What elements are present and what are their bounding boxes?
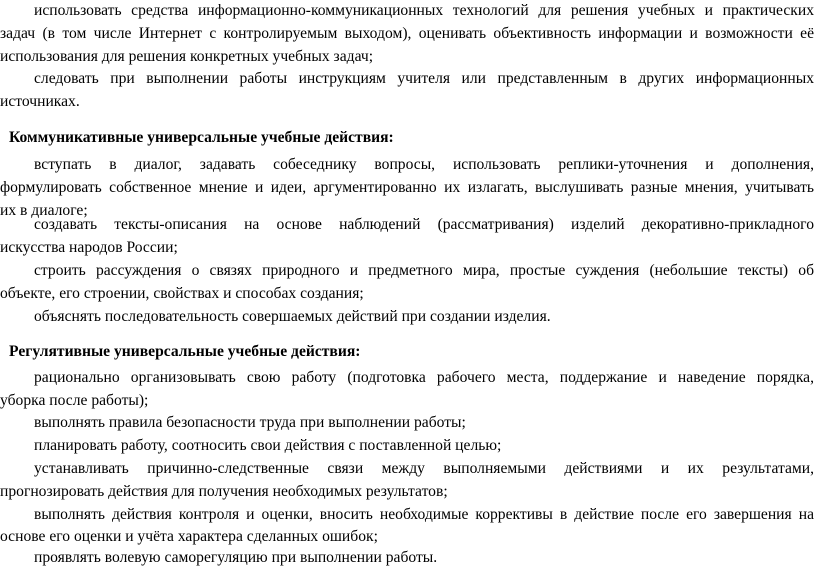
text-line: использовать средства информационно-коммуникационных технологий для решения учебных и практических — [34, 2, 814, 19]
text-line: выполнять правила безопасности труда при выполнении работы; — [34, 414, 466, 431]
text-line: уборка после работы); — [0, 392, 149, 409]
text-line: прогнозировать действия для получения необходимых результатов; — [0, 483, 448, 500]
section-heading-regulatory: Регулятивные универсальные учебные действия: — [9, 343, 361, 360]
text-line: задач (в том числе Интернет с контролируемым выходом), оценивать объективность информации и возможности её — [0, 25, 814, 42]
text-line: вступать в диалог, задавать собеседнику вопросы, использовать реплики-уточнения и дополнения, — [34, 156, 814, 173]
text-line: объекте, его строении, свойствах и способах создания; — [0, 285, 364, 302]
text-line: их в диалоге; — [0, 202, 88, 219]
section-heading-communicative: Коммуникативные универсальные учебные действия: — [9, 129, 394, 146]
text-line: создавать тексты-описания на основе наблюдений (рассматривания) изделий декоративно-прикладного — [34, 216, 814, 233]
text-line: следовать при выполнении работы инструкциям учителя или представленным в других информационных — [34, 70, 814, 87]
text-line: источниках. — [0, 93, 80, 110]
text-line: рационально организовывать свою работу (подготовка рабочего места, поддержание и наведение порядка, — [34, 369, 814, 386]
text-line: основе его оценки и учёта характера сделанных ошибок; — [0, 528, 378, 545]
text-line: использования для решения конкретных учебных задач; — [0, 48, 374, 65]
text-line: выполнять действия контроля и оценки, вносить необходимые коррективы в действие после его завершения на — [34, 506, 814, 523]
text-line: объяснять последовательность совершаемых действий при создании изделия. — [34, 308, 551, 325]
text-line: искусства народов России; — [0, 239, 178, 256]
text-line: строить рассуждения о связях природного и предметного мира, простые суждения (небольшие тексты) об — [34, 262, 814, 279]
text-line: проявлять волевую саморегуляцию при выполнении работы. — [34, 549, 438, 566]
text-line: устанавливать причинно-следственные связи между выполняемыми действиями и их результатами, — [34, 460, 814, 477]
text-line: планировать работу, соотносить свои действия с поставленной целью; — [34, 437, 502, 454]
text-line: формулировать собственное мнение и идеи, аргументированно их излагать, выслушивать разные мнения, учитывать — [0, 179, 814, 196]
